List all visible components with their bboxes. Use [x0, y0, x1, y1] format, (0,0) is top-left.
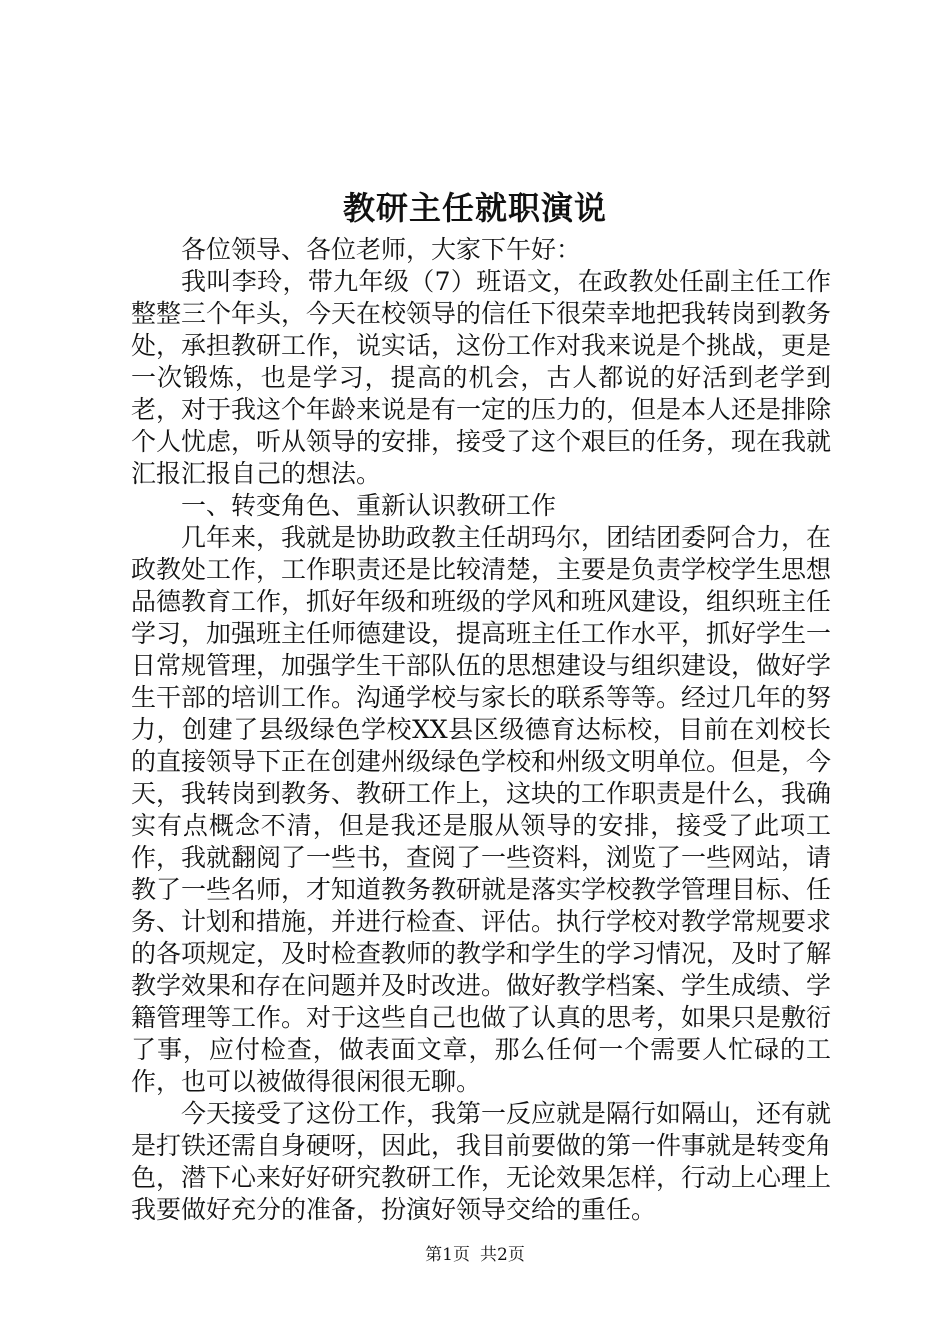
introduction-paragraph: 我叫李玲，带九年级（7）班语文，在政教处任副主任工作整整三个年头，今天在校领导的信任下很荣幸地把我转岗到教务处，承担教研工作，说实话，这份工作对我来说是个挑战，更是一次锻炼，也是学习，提高的机会，古人都说的好活到老学到老，对于我这个年龄来说是有一定的压力的，但是本人还是排除个人忧虑，听从领导的安排，接受了这个艰巨的任务，现在我就汇报汇报自己的想法。 [131, 267, 832, 488]
greeting-paragraph: 各位领导、各位老师，大家下午好： [181, 235, 582, 264]
document-title: 教研主任就职演说 [342, 189, 607, 227]
section-heading: 一、转变角色、重新认识教研工作 [181, 491, 557, 520]
page-footer [0, 1244, 950, 1266]
page-count: 共2页 [480, 1245, 525, 1265]
body-paragraph: 几年来，我就是协助政教主任胡玛尔，团结团委阿合力，在政教处工作，工作职责还是比较清楚，主要是负责学校学生思想品德教育工作，抓好年级和班级的学风和班风建设，组织班主任学习，加强班主任师德建设，提高班主任工作水平，抓好学生一日常规管理，加强学生干部队伍的思想建设与组织建设，做好学生干部的培训工作。沟通学校与家长的联系等等。经过几年的努力，创建了县级绿色学校XX县区级德育达标校，目前在刘校长的直接领导下正在创建州级绿色学校和州级文明单位。但是，今天，我转岗到教务、教研工作上，这块的工作职责是什么，我确实有点概念不清，但是我还是服从领导的安排，接受了此项工作，我就翻阅了一些书，查阅了一些资料，浏览了一些网站，请教了一些名师，才知道教务教研就是落实学校教学管理目标、任务、计划和措施，并进行检查、评估。执行学校对教学常规要求的各项规定，及时检查教师的教学和学生的学习情况，及时了解教学效果和存在问题并及时改进。做好教学档案、学生成绩、学籍管理等工作。对于这些自己也做了认真的思考，如果只是敷衍了事，应付检查，做表面文章，那么任何一个需要人忙碌的工作，也可以被做得很闲很无聊。 [131, 523, 832, 1096]
page-number: 第1页 [425, 1245, 470, 1265]
body-paragraph: 今天接受了这份工作，我第一反应就是隔行如隔山，还有就是打铁还需自身硬呀，因此，我目前要做的第一件事就是转变角色，潜下心来好好研究教研工作，无论效果怎样，行动上心理上我要做好充分的准备，扮演好领导交给的重任。 [131, 1099, 832, 1224]
document-body [131, 234, 831, 1226]
